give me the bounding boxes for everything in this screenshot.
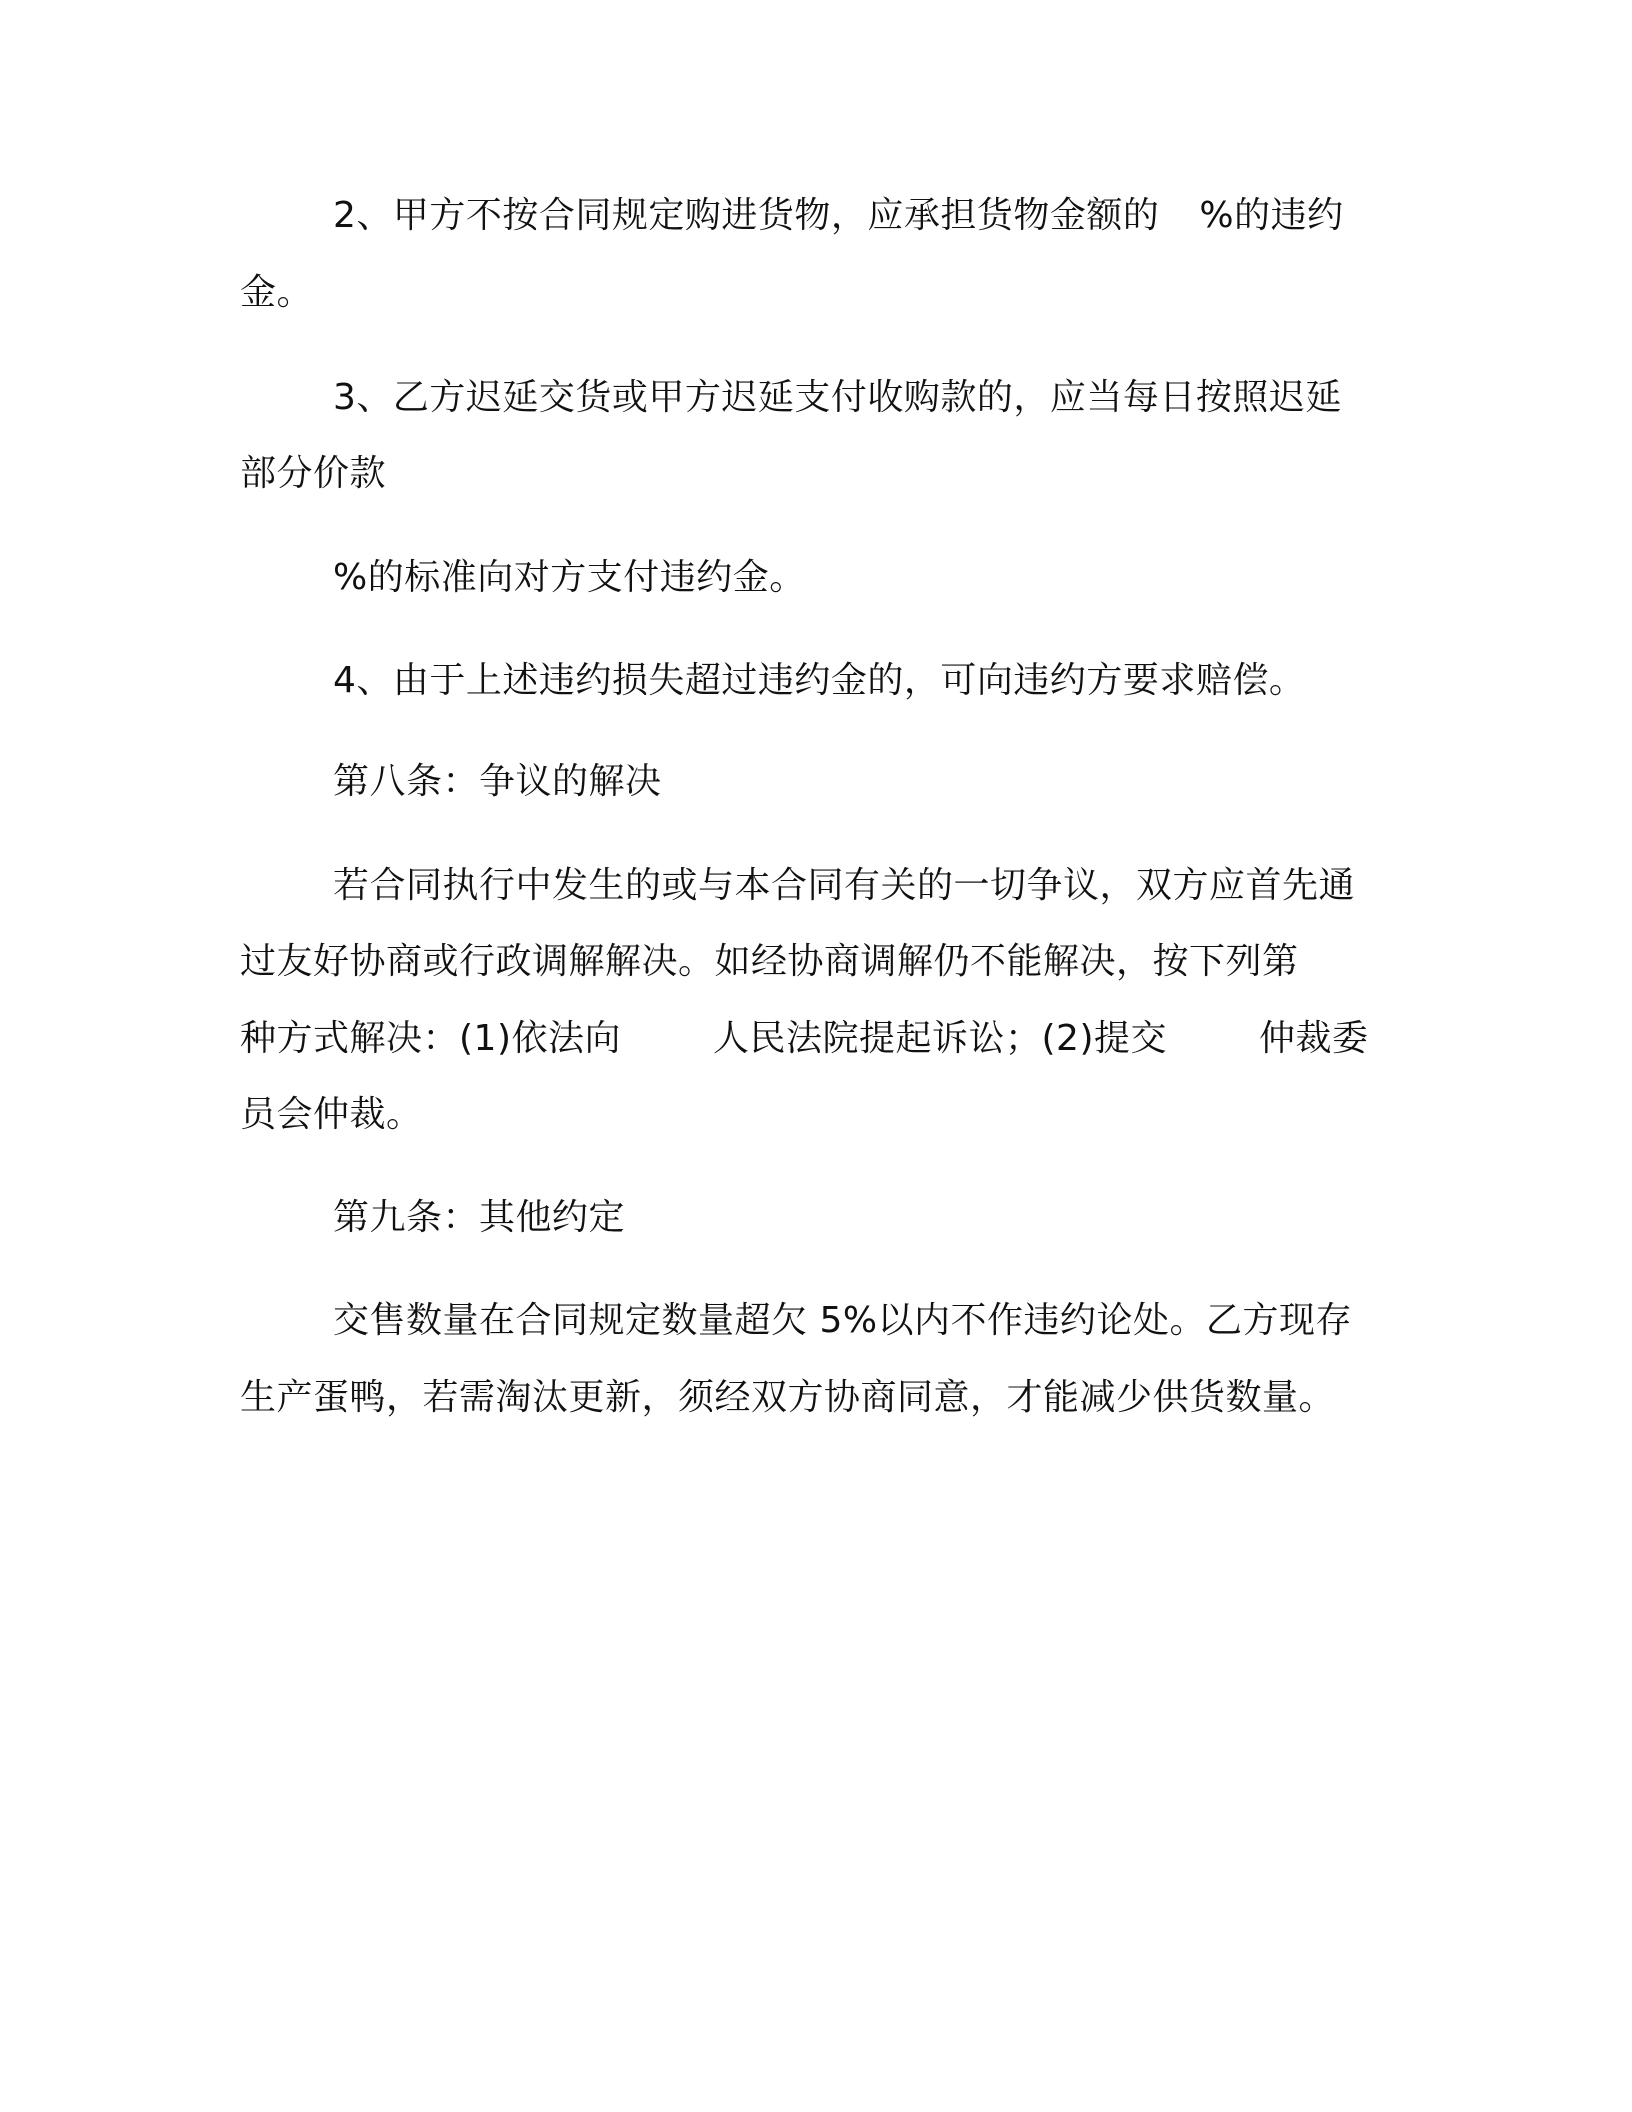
clause-2-text: 2、甲方不按合同规定购进货物，应承担货物金额的 bbox=[333, 195, 1160, 236]
clause-4-line: 4、由于上述违约损失超过违约金的，可向违约方要求赔偿。 bbox=[333, 660, 1306, 701]
clause-3-line-2: 部分价款 bbox=[240, 453, 387, 494]
article-8-text-a: 种方式解决：(1)依法向 bbox=[240, 1018, 621, 1059]
article-9-heading: 第九条：其他约定 bbox=[333, 1197, 626, 1238]
article-8-line-3 bbox=[240, 1018, 1369, 1059]
article-8-line-1: 若合同执行中发生的或与本合同有关的一切争议，双方应首先通 bbox=[333, 865, 1356, 906]
clause-3-line-1: 3、乙方迟延交货或甲方迟延支付收购款的，应当每日按照迟延 bbox=[333, 377, 1342, 418]
article-8-line-2: 过友好协商或行政调解解决。如经协商调解仍不能解决，按下列第 bbox=[240, 941, 1299, 982]
clause-3-line-3: %的标准向对方支付违约金。 bbox=[333, 557, 806, 598]
article-9-line-1: 交售数量在合同规定数量超欠 5%以内不作违约论处。乙方现存 bbox=[333, 1300, 1353, 1341]
article-9-line-2: 生产蛋鸭，若需淘汰更新，须经双方协商同意，才能减少供货数量。 bbox=[240, 1377, 1336, 1418]
article-8-line-4: 员会仲裁。 bbox=[240, 1094, 423, 1135]
clause-2-line-2: 金。 bbox=[240, 272, 314, 313]
clause-2-percent-text: %的违约 bbox=[1199, 195, 1344, 236]
article-8-text-c: 仲裁委 bbox=[1259, 1018, 1369, 1059]
article-8-heading: 第八条：争议的解决 bbox=[333, 761, 662, 802]
article-8-text-b: 人民法院提起诉讼；(2)提交 bbox=[713, 1018, 1167, 1059]
clause-2-line-1 bbox=[333, 195, 1344, 236]
